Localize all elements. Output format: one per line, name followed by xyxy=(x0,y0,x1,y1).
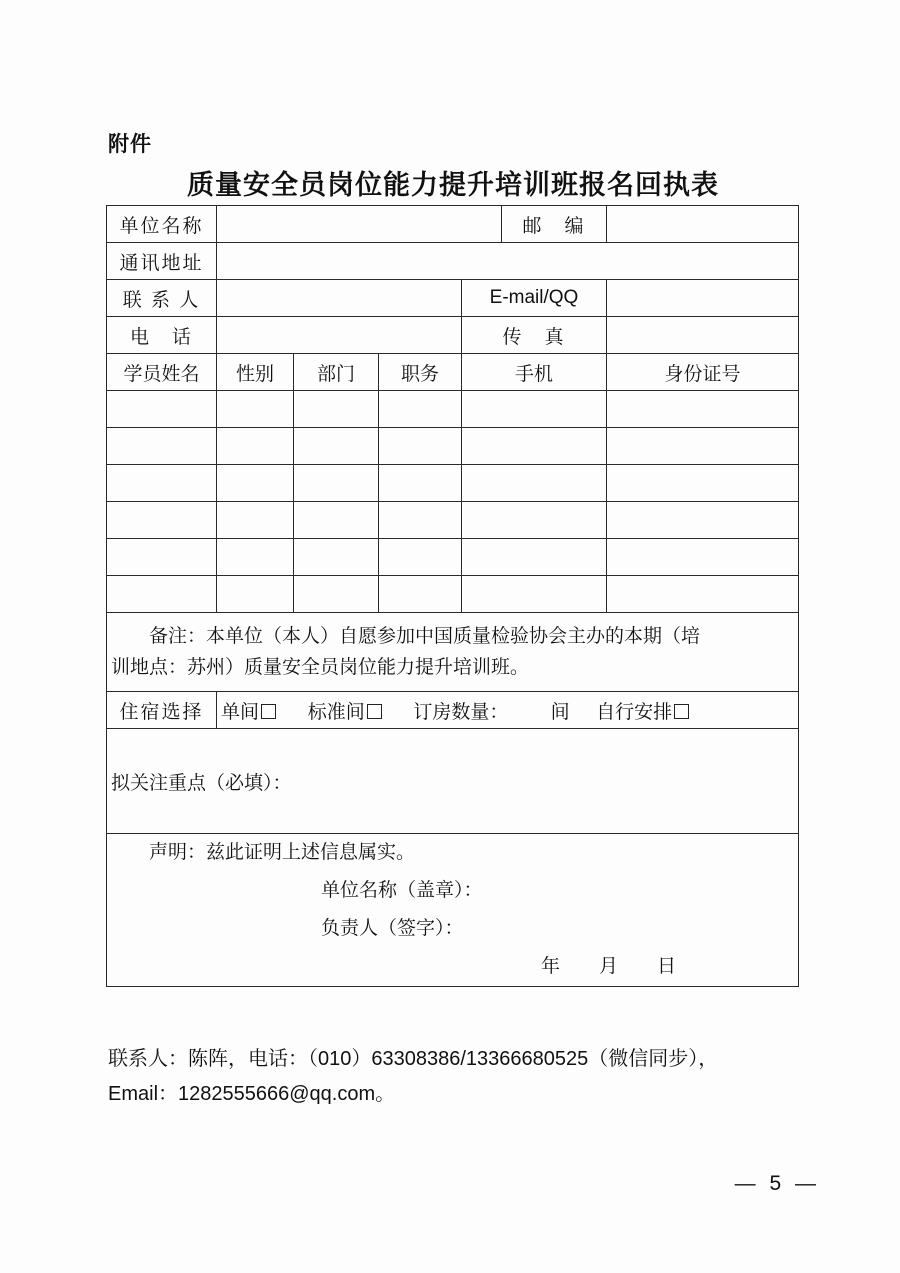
trainee-idcard-cell[interactable] xyxy=(607,539,799,576)
declaration-block xyxy=(107,834,799,987)
trainee-name-cell[interactable] xyxy=(107,502,217,539)
attachment-label: 附件 xyxy=(108,133,152,156)
trainee-mobile-cell[interactable] xyxy=(462,428,607,465)
trainee-idcard-cell[interactable] xyxy=(607,428,799,465)
note-line-2: 训地点：苏州）质量安全员岗位能力提升培训班。 xyxy=(111,657,530,678)
phone-value[interactable] xyxy=(217,317,462,354)
table-row xyxy=(107,502,799,539)
declaration-date: 年 月 日 xyxy=(541,956,687,977)
room-count-label: 订房数量： xyxy=(413,701,509,723)
trainee-name-cell[interactable] xyxy=(107,465,217,502)
standard-room-checkbox[interactable] xyxy=(367,704,382,719)
trainee-mobile-cell[interactable] xyxy=(462,391,607,428)
trainee-gender-cell[interactable] xyxy=(217,576,294,613)
trainee-gender-cell[interactable] xyxy=(217,391,294,428)
trainee-name-cell[interactable] xyxy=(107,428,217,465)
trainee-header-department: 部门 xyxy=(294,354,379,391)
declaration-unit-seal: 单位名称（盖章）： xyxy=(321,880,483,901)
trainee-gender-cell[interactable] xyxy=(217,465,294,502)
trainee-department-cell[interactable] xyxy=(294,428,379,465)
lodging-options xyxy=(217,692,799,729)
fax-label: 传 真 xyxy=(462,317,607,354)
trainee-header-idcard: 身份证号 xyxy=(607,354,799,391)
trainee-mobile-cell[interactable] xyxy=(462,465,607,502)
footer-contact-line-1: 联系人：陈阵，电话：（010）63308386/13366680525（微信同步）， xyxy=(108,1048,719,1070)
table-row xyxy=(107,243,799,280)
contact-person-value[interactable] xyxy=(217,280,462,317)
footer-contact xyxy=(108,1042,828,1112)
trainee-header-row xyxy=(107,354,799,391)
trainee-department-cell[interactable] xyxy=(294,576,379,613)
address-label: 通讯地址 xyxy=(107,243,217,280)
trainee-idcard-cell[interactable] xyxy=(607,502,799,539)
trainee-gender-cell[interactable] xyxy=(217,539,294,576)
trainee-header-position: 职务 xyxy=(379,354,462,391)
trainee-mobile-cell[interactable] xyxy=(462,502,607,539)
table-row xyxy=(107,576,799,613)
trainee-department-cell[interactable] xyxy=(294,502,379,539)
page-title: 质量安全员岗位能力提升培训班报名回执表 xyxy=(187,170,719,200)
trainee-header-name: 学员姓名 xyxy=(107,354,217,391)
footer-contact-line-2: Email：1282555666@qq.com。 xyxy=(108,1083,396,1105)
page-number: — 5 — xyxy=(734,1172,820,1195)
trainee-gender-cell[interactable] xyxy=(217,428,294,465)
trainee-name-cell[interactable] xyxy=(107,539,217,576)
note-line-1: 备注：本单位（本人）自愿参加中国质量检验协会主办的本期（培 xyxy=(149,625,701,647)
trainee-position-cell[interactable] xyxy=(379,539,462,576)
trainee-header-gender: 性别 xyxy=(217,354,294,391)
lodging-row xyxy=(107,692,799,729)
trainee-gender-cell[interactable] xyxy=(217,502,294,539)
trainee-idcard-cell[interactable] xyxy=(607,576,799,613)
focus-row xyxy=(107,729,799,834)
table-row xyxy=(107,317,799,354)
single-room-checkbox[interactable] xyxy=(261,704,276,719)
declaration-row xyxy=(107,834,799,987)
declaration-line-1: 声明：兹此证明上述信息属实。 xyxy=(149,842,416,863)
unit-name-label: 单位名称 xyxy=(107,206,217,243)
trainee-mobile-cell[interactable] xyxy=(462,576,607,613)
phone-label: 电 话 xyxy=(107,317,217,354)
unit-name-value[interactable] xyxy=(217,206,502,243)
trainee-position-cell[interactable] xyxy=(379,391,462,428)
table-row xyxy=(107,428,799,465)
standard-room-label: 标准间 xyxy=(307,701,365,723)
email-qq-value[interactable] xyxy=(607,280,799,317)
single-room-label: 单间 xyxy=(221,701,260,723)
trainee-mobile-cell[interactable] xyxy=(462,539,607,576)
postcode-label: 邮 编 xyxy=(502,206,607,243)
table-row xyxy=(107,206,799,243)
trainee-name-cell[interactable] xyxy=(107,576,217,613)
trainee-header-mobile: 手机 xyxy=(462,354,607,391)
note-row xyxy=(107,613,799,692)
trainee-idcard-cell[interactable] xyxy=(607,465,799,502)
trainee-position-cell[interactable] xyxy=(379,428,462,465)
room-count-unit: 间 xyxy=(550,701,570,723)
postcode-value[interactable] xyxy=(607,206,799,243)
table-row xyxy=(107,280,799,317)
fax-value[interactable] xyxy=(607,317,799,354)
address-value[interactable] xyxy=(217,243,799,280)
focus-points-label: 拟关注重点（必填）： xyxy=(111,772,292,794)
trainee-department-cell[interactable] xyxy=(294,391,379,428)
self-arrange-label: 自行安排 xyxy=(596,701,673,723)
trainee-department-cell[interactable] xyxy=(294,539,379,576)
trainee-position-cell[interactable] xyxy=(379,576,462,613)
focus-points-cell[interactable] xyxy=(107,729,799,834)
contact-person-label: 联 系 人 xyxy=(107,280,217,317)
email-qq-label: E-mail/QQ xyxy=(462,280,607,317)
trainee-department-cell[interactable] xyxy=(294,465,379,502)
table-row xyxy=(107,465,799,502)
self-arrange-checkbox[interactable] xyxy=(674,704,689,719)
trainee-position-cell[interactable] xyxy=(379,502,462,539)
note-block xyxy=(107,613,799,692)
trainee-idcard-cell[interactable] xyxy=(607,391,799,428)
lodging-label: 住宿选择 xyxy=(107,692,217,729)
trainee-name-cell[interactable] xyxy=(107,391,217,428)
table-row xyxy=(107,539,799,576)
table-row xyxy=(107,391,799,428)
trainee-position-cell[interactable] xyxy=(379,465,462,502)
declaration-signature: 负责人（签字）： xyxy=(321,918,464,939)
registration-form-table xyxy=(106,205,799,987)
